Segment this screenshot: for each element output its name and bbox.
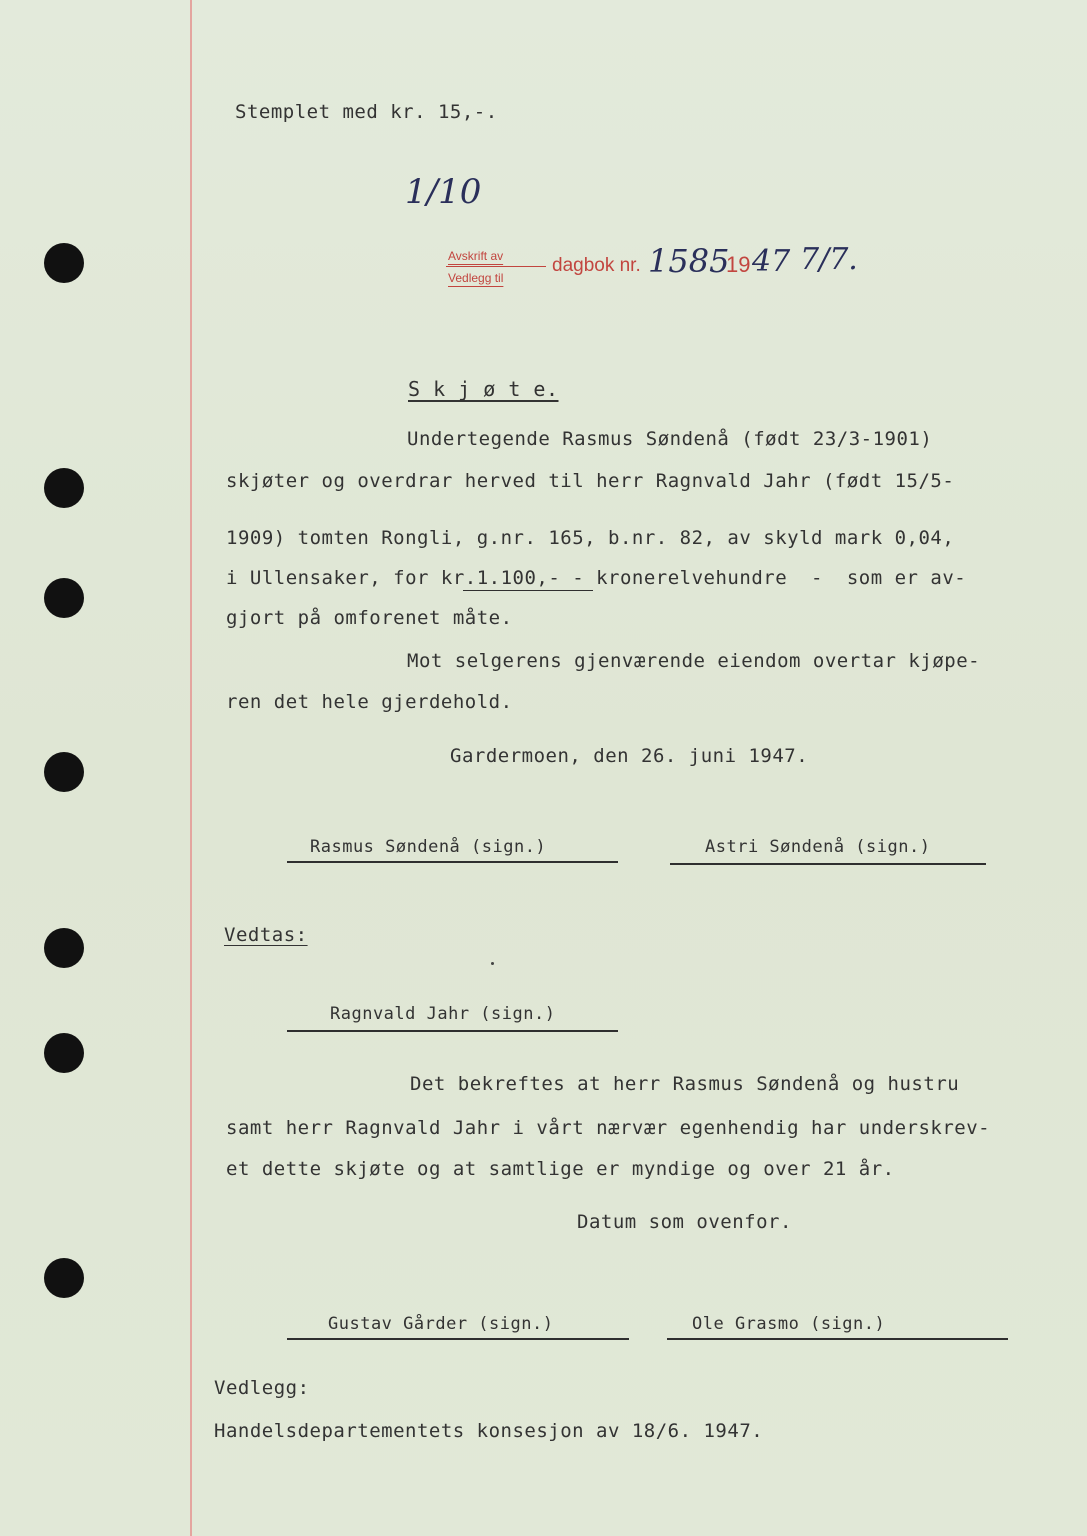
attachment-text: Handelsdepartementets konsesjon av 18/6. 1947. [214, 1420, 764, 1442]
deed-line: i Ullensaker, for kr.1.100,- - kronerelvehundre - som er av- [226, 567, 967, 589]
witness-line: et dette skjøte og at samtlige er myndige og over 21 år. [226, 1158, 895, 1180]
deed-line: ren det hele gjerdehold. [226, 691, 513, 713]
attachment-label: Vedlegg: [214, 1377, 310, 1399]
deed-line: Mot selgerens gjenværende eiendom overtar kjøpe- [407, 650, 981, 672]
signature-line [287, 1338, 629, 1340]
punch-hole [44, 1258, 84, 1298]
place-date: Gardermoen, den 26. juni 1947. [450, 745, 809, 767]
deed-line: skjøter og overdrar herved til herr Ragnvald Jahr (født 15/5- [226, 470, 955, 492]
seller1-signature: Rasmus Søndenå (sign.) [310, 837, 547, 857]
signature-line [670, 863, 986, 865]
signature-line [667, 1338, 1008, 1340]
speck [491, 962, 494, 965]
punch-hole [44, 578, 84, 618]
deed-title: S k j ø t e. [408, 377, 559, 401]
price-underline [463, 590, 593, 591]
signature-line [287, 861, 618, 863]
stamp-year-prefix: 19 [726, 252, 751, 277]
year-suffix: 47 [752, 244, 791, 279]
deed-line: Undertegende Rasmus Søndenå (født 23/3-1901) [407, 428, 933, 450]
stamp-label: dagbok nr. [552, 255, 641, 276]
deed-line: 1909) tomten Rongli, g.nr. 165, b.nr. 82, av skyld mark 0,04, [226, 527, 955, 549]
punch-hole [44, 243, 84, 283]
signature-line [287, 1030, 618, 1032]
journal-number: 1585 [648, 242, 730, 280]
witness1-signature: Gustav Gårder (sign.) [328, 1314, 554, 1334]
punch-hole [44, 928, 84, 968]
stamp-vedlegg: Vedlegg til [448, 271, 504, 285]
witness-date: Datum som ovenfor. [577, 1211, 792, 1233]
buyer-signature: Ragnvald Jahr (sign.) [330, 1004, 556, 1024]
stamp-strike [446, 266, 546, 267]
seller2-signature: Astri Søndenå (sign.) [705, 837, 931, 857]
witness2-signature: Ole Grasmo (sign.) [692, 1314, 886, 1334]
witness-line: samt herr Ragnvald Jahr i vårt nærvær egenhendig har underskrev- [226, 1117, 991, 1139]
deed-line: gjort på omforenet måte. [226, 607, 513, 629]
handwritten-mark: 1/10 [405, 172, 482, 212]
punch-hole [44, 752, 84, 792]
margin-line [190, 0, 192, 1536]
accepted-label: Vedtas: [224, 924, 308, 946]
stamp-avskrift: Avskrift av [448, 249, 504, 263]
date-note: 7/7. [800, 242, 858, 277]
punch-hole [44, 1033, 84, 1073]
witness-line: Det bekreftes at herr Rasmus Søndenå og hustru [410, 1073, 960, 1095]
punch-hole [44, 468, 84, 508]
stamp-fee-line: Stemplet med kr. 15,-. [235, 101, 498, 123]
